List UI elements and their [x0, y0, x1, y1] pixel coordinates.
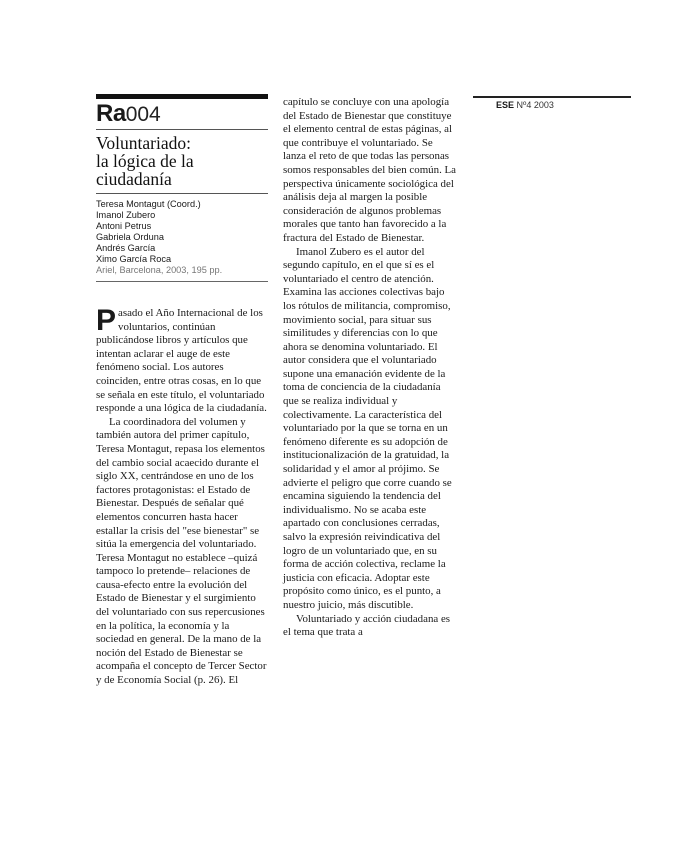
book-title-line: Voluntariado: — [96, 133, 191, 153]
author-name: Gabriela Orduna — [96, 232, 164, 242]
author-name: Ximo García Roca — [96, 254, 172, 264]
paragraph: Imanol Zubero es el autor del segundo capítulo, en el que sí es el voluntariado el centro de atención. Examina las acciones colectivas bajo los rótulos de militancia, compromiso, movimiento social, para situar sus similitudes y diferencias con lo que ahora se denomina voluntariado. El autor considera que el voluntariado supone una emanación evidente de la toma de conciencia de la ciudadanía que se realiza individual y colectivamente. La característica del voluntariado por la que se torna en un fenómeno diferente es su adopción de institucionalización de la gratuidad, la solidaridad y el amor al prójimo. Se advierte el peligro que corre cuando se encamina siguiendo la tendencia del individualismo. No se acaba este apartado con conclusiones cerradas, salvo la expresión reivindicativa del logro de un voluntariado que, en su forma de acción colectiva, reclame la justicia con eficacia. Adoptar este propósito como único, es el punto, a nuestro juicio, más discutible. — [283, 245, 452, 611]
paragraph: Voluntariado y acción ciudadana es el tema que trata a — [283, 612, 451, 639]
header-top-rule — [96, 94, 268, 99]
journal-issue: Nº4 2003 — [516, 100, 554, 110]
paragraph: La coordinadora del volumen y también autora del primer capítulo, Teresa Montagut, repasa los elementos del cambio social acaecido durante el siglo XX, centrándose en uno de los factores protagonistas: el Estado de Bienestar. Después de señalar qué elementos concurren hasta hacer estallar la crisis del "ese bienestar" se sitúa la emergencia del voluntariado. Teresa Montagut no establece –quizá tampoco lo pretende– relaciones de causa-efecto entre la evolución del Estado de Bienestar y el surgimiento del voluntariado con sus repercusiones en la política, la economía y la sociedad en general. De la mano de la noción del Estado de Bienestar se acompaña el concepto de Tercer Sector y de Economía Social (p. 26). El — [96, 415, 267, 687]
author-list — [96, 194, 268, 276]
book-title-line: la lógica de la — [96, 151, 194, 171]
paragraph: capítulo se concluye con una apología del Estado de Bienestar que constituye el elemento central de estas páginas, al que contribuye el voluntariado. Se lanza el reto de que todas las personas somos responsables del bien común. La perspectiva únicamente sociológica del análisis deja al margen la posible consideración de algunos problemas morales que tanto han favorecido a la fractura del Estado de Bienestar. — [283, 96, 457, 244]
journal-name: ESE — [496, 100, 515, 110]
author-name: Imanol Zubero — [96, 210, 156, 220]
review-code-number: 004 — [125, 103, 161, 126]
review-code-prefix: Ra — [96, 100, 126, 127]
authors-divider — [96, 281, 268, 282]
author-name: Antoni Petrus — [96, 221, 152, 231]
header-divider — [96, 129, 268, 130]
review-header — [96, 94, 268, 282]
author-name: Teresa Montagut (Coord.) — [96, 199, 201, 209]
text-column-left — [96, 304, 269, 688]
book-title-line: ciudadanía — [96, 169, 172, 189]
author-name: Andrés García — [96, 243, 156, 253]
review-code — [96, 101, 268, 129]
journal-header — [473, 96, 631, 112]
drop-cap: P — [96, 304, 117, 337]
paragraph — [96, 304, 269, 416]
book-title — [96, 134, 268, 188]
text-column-middle — [283, 96, 456, 640]
journal-issue-line — [473, 98, 631, 112]
paragraph-text: asado el Año Internacional de los voluntarios, continúan publicándose libros y artículos que intentan aclarar el auge de este fenómeno social. Los autores coinciden, entre otras cosas, en lo que se señala en este título, el voluntariado responde a una lógica de la ciudadanía. — [96, 307, 267, 415]
publisher-info: Ariel, Barcelona, 2003, 195 pp. — [96, 265, 223, 275]
